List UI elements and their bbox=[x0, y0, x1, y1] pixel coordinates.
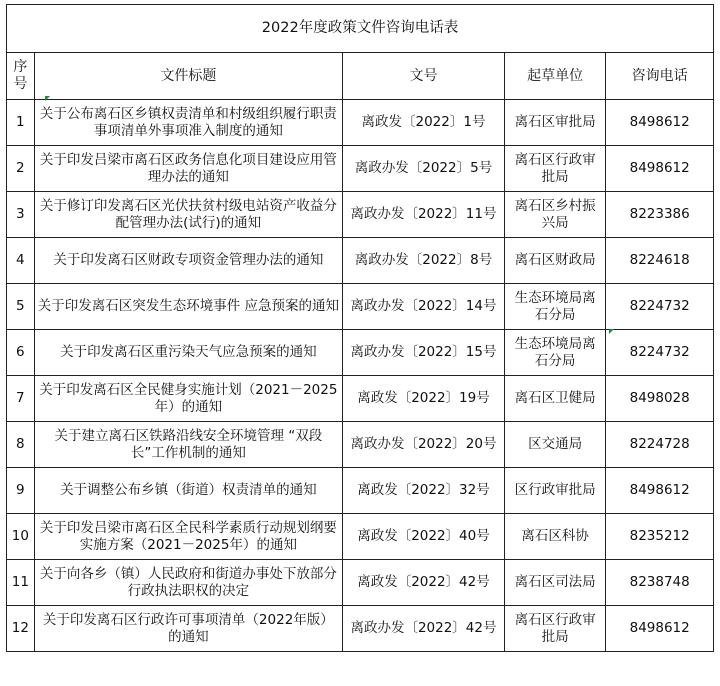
cell-title[interactable]: 关于向各乡（镇）人民政府和街道办事处下放部分行政执法职权的决定 bbox=[34, 560, 342, 606]
cell-doc-no[interactable]: 离政发〔2022〕19号 bbox=[343, 376, 505, 422]
table-row[interactable] bbox=[7, 192, 714, 238]
cell-phone[interactable]: 8224728 bbox=[606, 422, 714, 468]
cell-seq[interactable]: 7 bbox=[7, 376, 35, 422]
cell-doc-no[interactable]: 离政办发〔2022〕42号 bbox=[343, 606, 505, 652]
cell-seq[interactable]: 6 bbox=[7, 330, 35, 376]
cell-unit[interactable]: 区行政审批局 bbox=[504, 468, 605, 514]
table-row[interactable] bbox=[7, 284, 714, 330]
cell-doc-no[interactable]: 离政办发〔2022〕20号 bbox=[343, 422, 505, 468]
table-row[interactable] bbox=[7, 468, 714, 514]
cell-doc-no[interactable]: 离政办发〔2022〕5号 bbox=[343, 146, 505, 192]
cell-unit[interactable]: 离石区行政审批局 bbox=[504, 146, 605, 192]
cell-title[interactable]: 关于建立离石区铁路沿线安全环境管理 “双段长”工作机制的通知 bbox=[34, 422, 342, 468]
cell-comment-marker bbox=[609, 329, 614, 334]
cell-doc-no[interactable]: 离政办发〔2022〕15号 bbox=[343, 330, 505, 376]
cell-title[interactable]: 关于印发离石区全民健身实施计划（2021－2025年）的通知 bbox=[34, 376, 342, 422]
cell-unit[interactable]: 生态环境局离石分局 bbox=[504, 284, 605, 330]
cell-seq[interactable]: 4 bbox=[7, 238, 35, 284]
policy-table bbox=[6, 4, 714, 652]
cell-title[interactable]: 关于印发离石区重污染天气应急预案的通知 bbox=[34, 330, 342, 376]
cell-unit[interactable]: 区交通局 bbox=[504, 422, 605, 468]
cell-title[interactable]: 关于修订印发离石区光伏扶贫村级电站资产收益分配管理办法(试行)的通知 bbox=[34, 192, 342, 238]
cell-doc-no[interactable]: 离政办发〔2022〕14号 bbox=[343, 284, 505, 330]
header-seq: 序号 bbox=[7, 53, 35, 100]
cell-seq[interactable]: 5 bbox=[7, 284, 35, 330]
cell-title[interactable]: 关于印发离石区行政许可事项清单（2022年版）的通知 bbox=[34, 606, 342, 652]
table-row[interactable] bbox=[7, 376, 714, 422]
table-row[interactable] bbox=[7, 606, 714, 652]
cell-doc-no[interactable]: 离政发〔2022〕42号 bbox=[343, 560, 505, 606]
cell-doc-no[interactable]: 离政发〔2022〕32号 bbox=[343, 468, 505, 514]
cell-unit[interactable]: 离石区行政审批局 bbox=[504, 606, 605, 652]
cell-phone[interactable]: 8224732 bbox=[606, 330, 714, 376]
table-row[interactable] bbox=[7, 238, 714, 284]
cell-seq[interactable]: 8 bbox=[7, 422, 35, 468]
table-row[interactable] bbox=[7, 514, 714, 560]
cell-phone[interactable]: 8224732 bbox=[606, 284, 714, 330]
cell-seq[interactable]: 12 bbox=[7, 606, 35, 652]
table-row[interactable] bbox=[7, 560, 714, 606]
cell-phone[interactable]: 8498612 bbox=[606, 606, 714, 652]
cell-phone[interactable]: 8223386 bbox=[606, 192, 714, 238]
cell-doc-no[interactable]: 离政发〔2022〕40号 bbox=[343, 514, 505, 560]
cell-phone[interactable]: 8224618 bbox=[606, 238, 714, 284]
cell-phone[interactable]: 8238748 bbox=[606, 560, 714, 606]
cell-unit[interactable]: 离石区财政局 bbox=[504, 238, 605, 284]
cell-unit[interactable]: 离石区司法局 bbox=[504, 560, 605, 606]
cell-unit[interactable]: 生态环境局离石分局 bbox=[504, 330, 605, 376]
cell-seq[interactable]: 1 bbox=[7, 100, 35, 146]
cell-phone[interactable]: 8498612 bbox=[606, 468, 714, 514]
cell-seq[interactable]: 2 bbox=[7, 146, 35, 192]
cell-doc-no[interactable]: 离政办发〔2022〕8号 bbox=[343, 238, 505, 284]
cell-phone[interactable]: 8498612 bbox=[606, 100, 714, 146]
cell-title[interactable]: 关于印发吕梁市离石区全民科学素质行动规划纲要实施方案（2021－2025年）的通知 bbox=[34, 514, 342, 560]
cell-title[interactable]: 关于公布离石区乡镇权责清单和村级组织履行职责事项清单外事项准入制度的通知 bbox=[34, 100, 342, 146]
table-row[interactable] bbox=[7, 422, 714, 468]
cell-seq[interactable]: 11 bbox=[7, 560, 35, 606]
cell-comment-marker bbox=[45, 96, 50, 101]
cell-doc-no[interactable]: 离政办发〔2022〕11号 bbox=[343, 192, 505, 238]
cell-doc-no[interactable]: 离政发〔2022〕1号 bbox=[343, 100, 505, 146]
cell-unit[interactable]: 离石区卫健局 bbox=[504, 376, 605, 422]
cell-phone[interactable]: 8498612 bbox=[606, 146, 714, 192]
cell-seq[interactable]: 3 bbox=[7, 192, 35, 238]
table-row[interactable] bbox=[7, 330, 714, 376]
cell-seq[interactable]: 9 bbox=[7, 468, 35, 514]
table-row[interactable] bbox=[7, 146, 714, 192]
header-phone: 咨询电话 bbox=[606, 53, 714, 100]
cell-unit[interactable]: 离石区科协 bbox=[504, 514, 605, 560]
cell-phone[interactable]: 8235212 bbox=[606, 514, 714, 560]
cell-title[interactable]: 关于印发离石区财政专项资金管理办法的通知 bbox=[34, 238, 342, 284]
cell-seq[interactable]: 10 bbox=[7, 514, 35, 560]
header-title: 文件标题 bbox=[34, 53, 342, 100]
cell-title[interactable]: 关于调整公布乡镇（街道）权责清单的通知 bbox=[34, 468, 342, 514]
cell-phone[interactable]: 8498028 bbox=[606, 376, 714, 422]
cell-title[interactable]: 关于印发离石区突发生态环境事件 应急预案的通知 bbox=[34, 284, 342, 330]
table-title: 2022年度政策文件咨询电话表 bbox=[7, 5, 714, 53]
header-doc-no: 文号 bbox=[343, 53, 505, 100]
cell-title[interactable]: 关于印发吕梁市离石区政务信息化项目建设应用管理办法的通知 bbox=[34, 146, 342, 192]
cell-unit[interactable]: 离石区审批局 bbox=[504, 100, 605, 146]
header-unit: 起草单位 bbox=[504, 53, 605, 100]
table-row[interactable] bbox=[7, 100, 714, 146]
cell-unit[interactable]: 离石区乡村振兴局 bbox=[504, 192, 605, 238]
